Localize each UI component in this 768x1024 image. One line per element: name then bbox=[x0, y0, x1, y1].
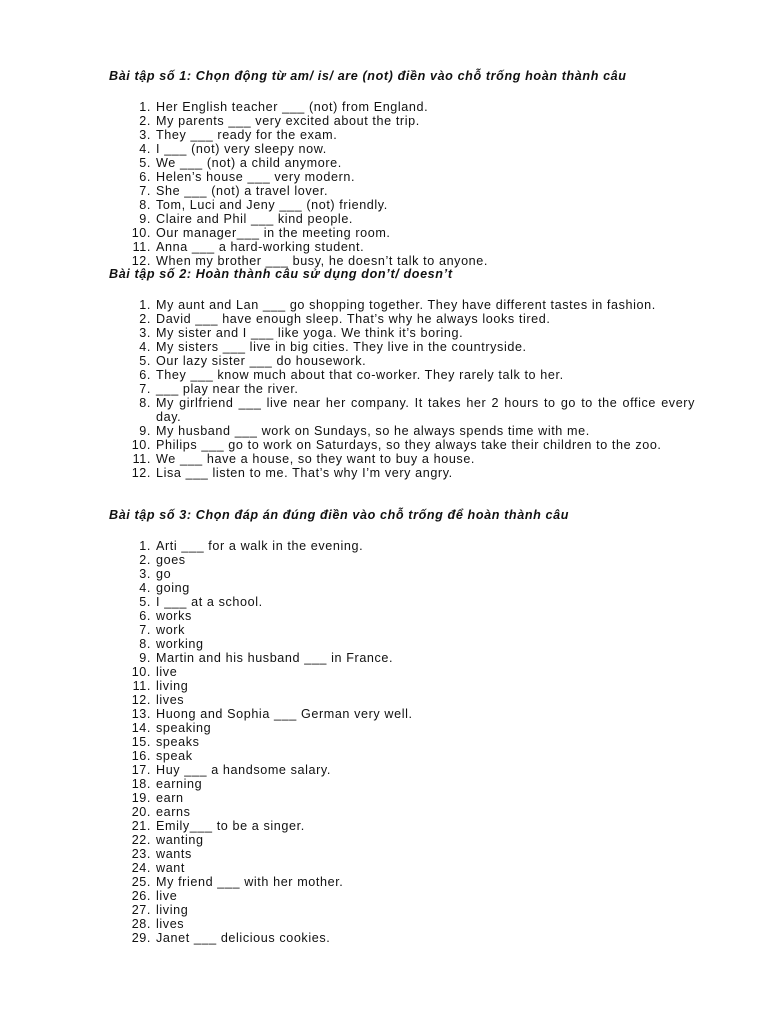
list-item bbox=[0, 539, 768, 553]
item-number: 27. bbox=[131, 903, 151, 917]
list-item bbox=[0, 637, 768, 651]
item-text: Anna ___ a hard-working student. bbox=[156, 240, 365, 254]
item-text: live bbox=[156, 665, 178, 679]
list-item bbox=[0, 114, 768, 128]
item-text: They ___ ready for the exam. bbox=[156, 128, 338, 142]
item-number: 6. bbox=[139, 170, 151, 184]
item-text: Janet ___ delicious cookies. bbox=[156, 931, 331, 945]
list-item bbox=[0, 917, 768, 931]
item-number: 28. bbox=[131, 917, 151, 931]
item-number: 5. bbox=[139, 595, 151, 609]
item-text: Martin and his husband ___ in France. bbox=[156, 651, 394, 665]
item-number: 4. bbox=[139, 340, 151, 354]
list-item bbox=[0, 340, 768, 354]
list-item bbox=[0, 226, 768, 240]
list-item bbox=[0, 931, 768, 945]
item-number: 24. bbox=[131, 861, 151, 875]
item-text: Her English teacher ___ (not) from England. bbox=[156, 100, 429, 114]
item-text: My parents ___ very excited about the trip. bbox=[156, 114, 420, 128]
list-item bbox=[0, 424, 768, 438]
item-number: 23. bbox=[131, 847, 151, 861]
item-number: 3. bbox=[139, 128, 151, 142]
list-item bbox=[0, 665, 768, 679]
list-item bbox=[0, 567, 768, 581]
list-item bbox=[0, 749, 768, 763]
list-item bbox=[0, 903, 768, 917]
item-text: We ___ have a house, so they want to buy a house. bbox=[156, 452, 476, 466]
item-number: 9. bbox=[139, 651, 151, 665]
list-item bbox=[0, 763, 768, 777]
item-number: 4. bbox=[139, 142, 151, 156]
list-item bbox=[0, 326, 768, 340]
item-text: David ___ have enough sleep. That’s why he always looks tired. bbox=[156, 312, 551, 326]
list-item bbox=[0, 452, 768, 466]
exercise-1-heading: Bài tập số 1: Chọn động từ am/ is/ are (not) điền vào chỗ trống hoàn thành câu bbox=[109, 69, 627, 83]
item-number: 10. bbox=[131, 438, 151, 452]
item-number: 10. bbox=[131, 226, 151, 240]
item-number: 7. bbox=[139, 184, 151, 198]
item-text: Emily___ to be a singer. bbox=[156, 819, 305, 833]
item-text: Huong and Sophia ___ German very well. bbox=[156, 707, 413, 721]
item-number: 4. bbox=[139, 581, 151, 595]
item-text: Arti ___ for a walk in the evening. bbox=[156, 539, 364, 553]
item-number: 25. bbox=[131, 875, 151, 889]
list-item bbox=[0, 777, 768, 791]
item-text: Our manager___ in the meeting room. bbox=[156, 226, 391, 240]
item-text: living bbox=[156, 903, 189, 917]
item-text: living bbox=[156, 679, 189, 693]
list-item bbox=[0, 679, 768, 693]
list-item bbox=[0, 721, 768, 735]
item-number: 12. bbox=[131, 466, 151, 480]
list-item bbox=[0, 240, 768, 254]
item-text: goes bbox=[156, 553, 186, 567]
item-number: 2. bbox=[139, 553, 151, 567]
list-item bbox=[0, 312, 768, 326]
list-item bbox=[0, 623, 768, 637]
item-number: 9. bbox=[139, 424, 151, 438]
item-text: Helen’s house ___ very modern. bbox=[156, 170, 356, 184]
list-item bbox=[0, 212, 768, 226]
item-text: Claire and Phil ___ kind people. bbox=[156, 212, 354, 226]
item-number: 1. bbox=[139, 298, 151, 312]
list-item bbox=[0, 707, 768, 721]
item-text: Our lazy sister ___ do housework. bbox=[156, 354, 367, 368]
item-number: 29. bbox=[131, 931, 151, 945]
item-number: 7. bbox=[139, 382, 151, 396]
list-item bbox=[0, 875, 768, 889]
item-text: I ___ at a school. bbox=[156, 595, 263, 609]
item-text: wanting bbox=[156, 833, 204, 847]
item-number: 13. bbox=[131, 707, 151, 721]
item-number: 8. bbox=[139, 198, 151, 212]
item-text: speaks bbox=[156, 735, 200, 749]
item-number: 16. bbox=[131, 749, 151, 763]
item-number: 14. bbox=[131, 721, 151, 735]
item-text: earning bbox=[156, 777, 203, 791]
item-number: 9. bbox=[139, 212, 151, 226]
item-text: My husband ___ work on Sundays, so he always spends time with me. bbox=[156, 424, 590, 438]
item-number: 2. bbox=[139, 114, 151, 128]
item-text: earn bbox=[156, 791, 184, 805]
exercise-2-list bbox=[0, 298, 768, 480]
item-text: Philips ___ go to work on Saturdays, so they always take their children to the zoo. bbox=[156, 438, 662, 452]
item-text: wants bbox=[156, 847, 192, 861]
item-number: 22. bbox=[131, 833, 151, 847]
list-item bbox=[0, 254, 768, 268]
list-item bbox=[0, 354, 768, 368]
item-number: 6. bbox=[139, 368, 151, 382]
item-number: 17. bbox=[131, 763, 151, 777]
list-item bbox=[0, 609, 768, 623]
item-text: want bbox=[156, 861, 186, 875]
list-item bbox=[0, 735, 768, 749]
item-text: work bbox=[156, 623, 185, 637]
item-text: I ___ (not) very sleepy now. bbox=[156, 142, 327, 156]
item-number: 8. bbox=[139, 396, 151, 410]
exercise-1-list bbox=[0, 100, 768, 268]
item-number: 5. bbox=[139, 156, 151, 170]
item-number: 1. bbox=[139, 539, 151, 553]
list-item bbox=[0, 368, 768, 382]
item-text: My sister and I ___ like yoga. We think it’s boring. bbox=[156, 326, 464, 340]
list-item bbox=[0, 553, 768, 567]
item-text: working bbox=[156, 637, 204, 651]
list-item bbox=[0, 466, 768, 480]
item-text: earns bbox=[156, 805, 191, 819]
item-number: 2. bbox=[139, 312, 151, 326]
list-item bbox=[0, 184, 768, 198]
item-number: 11. bbox=[132, 240, 151, 254]
item-text: go bbox=[156, 567, 172, 581]
item-number: 15. bbox=[131, 735, 151, 749]
list-item bbox=[0, 128, 768, 142]
item-number: 8. bbox=[139, 637, 151, 651]
item-number: 12. bbox=[131, 254, 151, 268]
item-number: 1. bbox=[139, 100, 151, 114]
item-text: My aunt and Lan ___ go shopping together. They have different tastes in fashion. bbox=[156, 298, 656, 312]
item-text: She ___ (not) a travel lover. bbox=[156, 184, 329, 198]
list-item bbox=[0, 595, 768, 609]
list-item bbox=[0, 396, 768, 424]
item-number: 26. bbox=[131, 889, 151, 903]
list-item bbox=[0, 438, 768, 452]
list-item bbox=[0, 581, 768, 595]
item-number: 3. bbox=[139, 326, 151, 340]
list-item bbox=[0, 889, 768, 903]
item-number: 20. bbox=[131, 805, 151, 819]
item-text: Huy ___ a handsome salary. bbox=[156, 763, 331, 777]
item-number: 7. bbox=[139, 623, 151, 637]
exercise-2-heading: Bài tập số 2: Hoàn thành câu sử dụng don’t/ doesn’t bbox=[109, 267, 453, 281]
item-text: We ___ (not) a child anymore. bbox=[156, 156, 342, 170]
list-item bbox=[0, 819, 768, 833]
list-item bbox=[0, 170, 768, 184]
list-item bbox=[0, 651, 768, 665]
item-number: 18. bbox=[131, 777, 151, 791]
list-item bbox=[0, 142, 768, 156]
item-number: 19. bbox=[131, 791, 151, 805]
item-number: 11. bbox=[132, 452, 151, 466]
item-text: ___ play near the river. bbox=[156, 382, 299, 396]
list-item bbox=[0, 833, 768, 847]
item-text: They ___ know much about that co-worker. They rarely talk to her. bbox=[156, 368, 564, 382]
list-item bbox=[0, 198, 768, 212]
item-text: My girlfriend ___ live near her company. It takes her 2 hours to go to the office every day. bbox=[156, 396, 695, 424]
item-number: 10. bbox=[131, 665, 151, 679]
item-number: 11. bbox=[132, 679, 151, 693]
list-item bbox=[0, 861, 768, 875]
item-text: speak bbox=[156, 749, 193, 763]
exercise-3-list bbox=[0, 539, 768, 945]
item-text: works bbox=[156, 609, 192, 623]
item-text: Lisa ___ listen to me. That’s why I’m very angry. bbox=[156, 466, 453, 480]
item-number: 3. bbox=[139, 567, 151, 581]
item-number: 12. bbox=[131, 693, 151, 707]
item-text: lives bbox=[156, 917, 185, 931]
item-text: speaking bbox=[156, 721, 212, 735]
exercise-3-heading: Bài tập số 3: Chọn đáp án đúng điền vào chỗ trống để hoàn thành câu bbox=[109, 508, 570, 522]
item-number: 21. bbox=[131, 819, 151, 833]
item-text: Tom, Luci and Jeny ___ (not) friendly. bbox=[156, 198, 388, 212]
item-text: My friend ___ with her mother. bbox=[156, 875, 344, 889]
list-item bbox=[0, 100, 768, 114]
item-text: My sisters ___ live in big cities. They live in the countryside. bbox=[156, 340, 527, 354]
item-text: live bbox=[156, 889, 178, 903]
list-item bbox=[0, 791, 768, 805]
list-item bbox=[0, 847, 768, 861]
list-item bbox=[0, 805, 768, 819]
item-number: 5. bbox=[139, 354, 151, 368]
item-text: going bbox=[156, 581, 190, 595]
item-number: 6. bbox=[139, 609, 151, 623]
list-item bbox=[0, 298, 768, 312]
item-text: When my brother ___ busy, he doesn’t talk to anyone. bbox=[156, 254, 488, 268]
list-item bbox=[0, 693, 768, 707]
list-item bbox=[0, 382, 768, 396]
item-text: lives bbox=[156, 693, 185, 707]
list-item bbox=[0, 156, 768, 170]
